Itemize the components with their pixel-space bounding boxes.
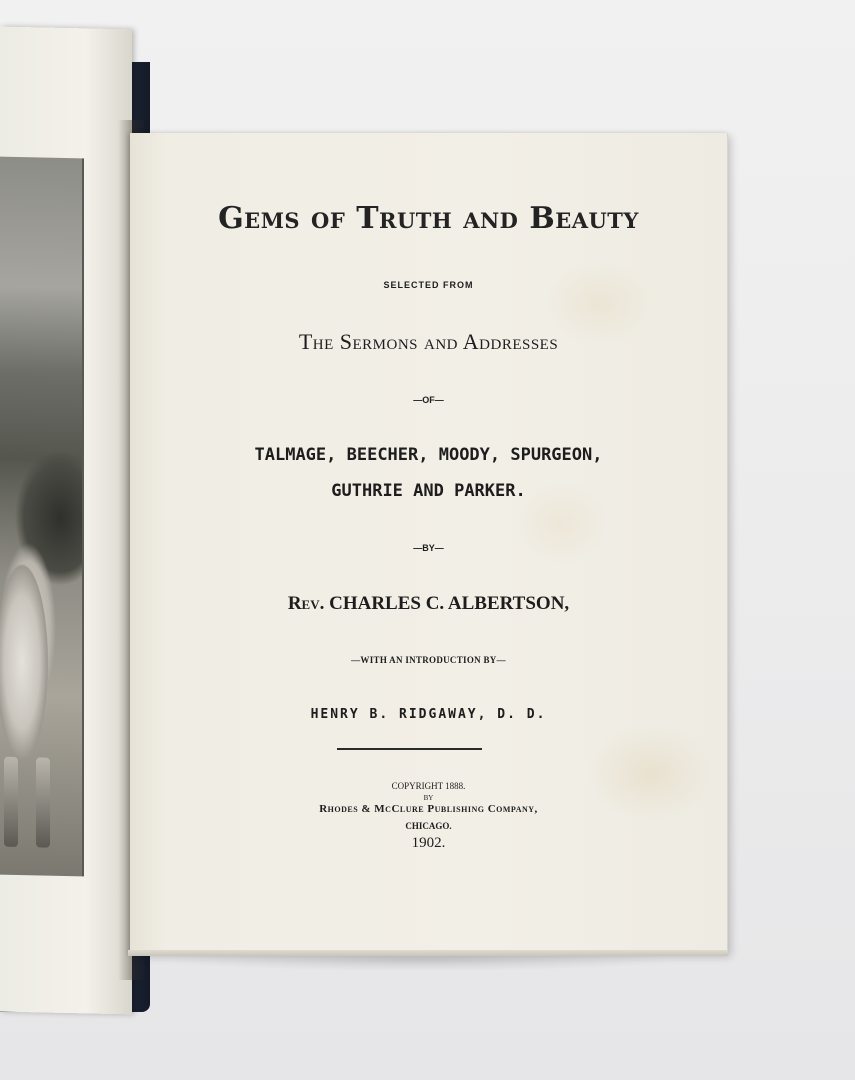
of-separator: —OF—	[413, 395, 444, 405]
publication-year: 1902.	[411, 835, 446, 851]
by-separator: —BY—	[413, 543, 444, 553]
preachers-line-2: GUTHRIE AND PARKER.	[331, 481, 526, 501]
copyright-by-text: BY	[423, 794, 434, 802]
title-page	[130, 133, 728, 954]
frontispiece-engraving	[0, 157, 84, 877]
introducer-name: HENRY B. RIDGAWAY, D. D.	[310, 707, 547, 722]
book-title: Gems of Truth and Beauty	[218, 201, 639, 236]
publisher-name: Rhodes & McClure Publishing Company,	[319, 803, 538, 815]
book-shadow	[120, 956, 740, 986]
frontispiece-page	[0, 27, 132, 1015]
publisher-city: CHICAGO.	[405, 821, 452, 831]
engraving-animal-leg	[36, 757, 50, 847]
preachers-line-1: TALMAGE, BEECHER, MOODY, SPURGEON,	[254, 445, 603, 465]
horizontal-rule	[337, 748, 482, 750]
book-subtitle: The Sermons and Addresses	[298, 329, 559, 354]
introduction-text: —WITH AN INTRODUCTION BY—	[351, 655, 506, 665]
selected-from-text: SELECTED FROM	[383, 280, 474, 290]
engraving-animal-leg	[4, 757, 18, 847]
copyright-text: COPYRIGHT 1888.	[391, 781, 466, 791]
author-name: Rev. CHARLES C. ALBERTSON,	[287, 593, 570, 614]
